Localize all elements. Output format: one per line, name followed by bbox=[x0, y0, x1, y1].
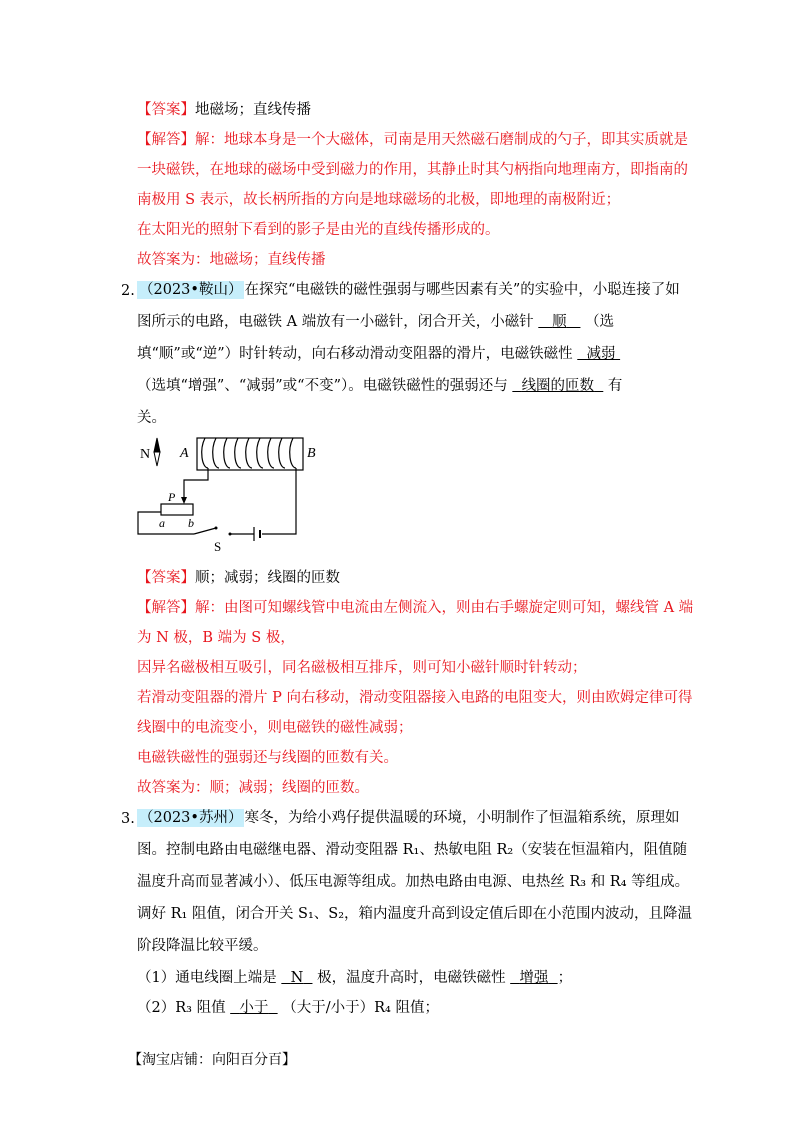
label-P: P bbox=[168, 490, 176, 504]
q2-line-4: （选填“增强”、“减弱”或“不变”）。电磁铁磁性的强弱还与 线圈的匝数 有 bbox=[137, 378, 623, 394]
label-B: B bbox=[307, 446, 316, 461]
q2-analysis-line-3: 因异名磁极相互吸引，同名磁极相互排斥，则可知小磁针顺时针转动； bbox=[137, 660, 587, 676]
q3-blank-2: 增强 bbox=[519, 970, 549, 986]
q2-line-1: （2023•鞍山） 在探究“电磁铁的磁性强弱与哪些因素有关”的实验中，小聪连接了如 bbox=[139, 282, 680, 298]
compass-needle-north bbox=[154, 438, 160, 452]
q3-blank-1: N bbox=[290, 970, 304, 986]
q3-subquestion-2: （2）R₃ 阻值 小于 （大于/小于）R₄ 阻值； bbox=[137, 1000, 439, 1016]
q3-blank-3: 小于 bbox=[239, 1000, 269, 1016]
q1-analysis-line-1: 【解答】解：地球本身是一个大磁体，司南是用天然磁石磨制成的勺子，即其实质就是 bbox=[137, 132, 688, 148]
label-N: N bbox=[140, 447, 151, 462]
q2-number: 2. bbox=[121, 283, 135, 299]
q3-line-5: 阶段降温比较平缓。 bbox=[137, 938, 268, 954]
label-b: b bbox=[188, 516, 194, 530]
q2-analysis-line-2: 为 N 极，B 端为 S 极， bbox=[137, 630, 295, 646]
q3-number: 3. bbox=[121, 811, 135, 827]
q2-analysis-line-4: 若滑动变阻器的滑片 P 向右移动，滑动变阻器接入电路的电阻变大，则由欧姆定律可得 bbox=[137, 690, 693, 706]
q3-line-3: 温度升高而显著减小）、低压电源等组成。加热电路由电源、电热丝 R₃ 和 R₄ 等组成。 bbox=[137, 874, 690, 890]
q1-analysis-line-2: 一块磁铁，在地球的磁场中受到磁力的作用，其静止时其勺柄指向地理南方，即指南的 bbox=[137, 162, 688, 178]
q1-analysis-line-5: 故答案为：地磁场；直线传播 bbox=[137, 252, 326, 268]
q2-answer: 【答案】顺；减弱；线圈的匝数 bbox=[137, 570, 340, 586]
q3-line-2: 图。控制电路由电磁继电器、滑动变阻器 R₁、热敏电阻 R₂（安装在恒温箱内，阻值随 bbox=[137, 842, 688, 858]
q3-line-1: （2023•苏州） 寒冬，为给小鸡仔提供温暖的环境，小明制作了恒温箱系统，原理如 bbox=[139, 810, 680, 826]
compass-needle-south bbox=[154, 452, 160, 466]
circuit-diagram bbox=[130, 430, 330, 555]
label-A: A bbox=[180, 446, 189, 461]
q1-analysis-line-4: 在太阳光的照射下看到的影子是由光的直线传播形成的。 bbox=[137, 222, 500, 238]
q2-line-2: 图所示的电路，电磁铁 A 端放有一小磁针，闭合开关，小磁针 顺 （选 bbox=[137, 314, 615, 330]
q2-analysis-line-5: 线圈中的电流变小，则电磁铁的磁性减弱； bbox=[137, 720, 413, 736]
q1-analysis-line-3: 南极用 S 表示，故长柄所指的方向是地球磁场的北极，即地理的南极附近； bbox=[137, 192, 621, 208]
q2-final-answer: 故答案为：顺；减弱；线圈的匝数。 bbox=[137, 780, 369, 796]
rheostat bbox=[161, 504, 193, 515]
q3-line-4: 调好 R₁ 阻值，闭合开关 S₁、S₂，箱内温度升高到设定值后即在小范围内波动，且降温 bbox=[137, 906, 693, 922]
rheostat-slider-arrow bbox=[181, 497, 187, 504]
q3-subquestion-1: （1）通电线圈上端是 N 极，温度升高时，电磁铁磁性 增强 ； bbox=[137, 970, 573, 986]
q1-answer: 【答案】地磁场；直线传播 bbox=[137, 102, 311, 118]
q2-source-tag[interactable]: （2023•鞍山） bbox=[139, 282, 243, 298]
label-S: S bbox=[214, 539, 222, 554]
q2-analysis-line-6: 电磁铁磁性的强弱还与线圈的匝数有关。 bbox=[137, 750, 398, 766]
q2-line-3: 填“顺”或“逆”）时针转动，向右移动滑动变阻器的滑片，电磁铁磁性 减弱 bbox=[137, 346, 616, 362]
q2-blank-2: 减弱 bbox=[586, 346, 616, 362]
q2-line-5: 关。 bbox=[137, 410, 166, 426]
q2-analysis-line-1: 【解答】解：由图可知螺线管中电流由左侧流入，则由右手螺旋定则可知，螺线管 A 端 bbox=[137, 600, 694, 616]
q3-source-tag[interactable]: （2023•苏州） bbox=[139, 810, 243, 826]
label-a: a bbox=[159, 516, 165, 530]
shop-footer: 【淘宝店铺：向阳百分百】 bbox=[128, 1052, 296, 1068]
coil-windings bbox=[202, 438, 296, 468]
q2-blank-1: 顺 bbox=[552, 314, 567, 330]
q2-blank-3: 线圈的匝数 bbox=[521, 378, 595, 394]
